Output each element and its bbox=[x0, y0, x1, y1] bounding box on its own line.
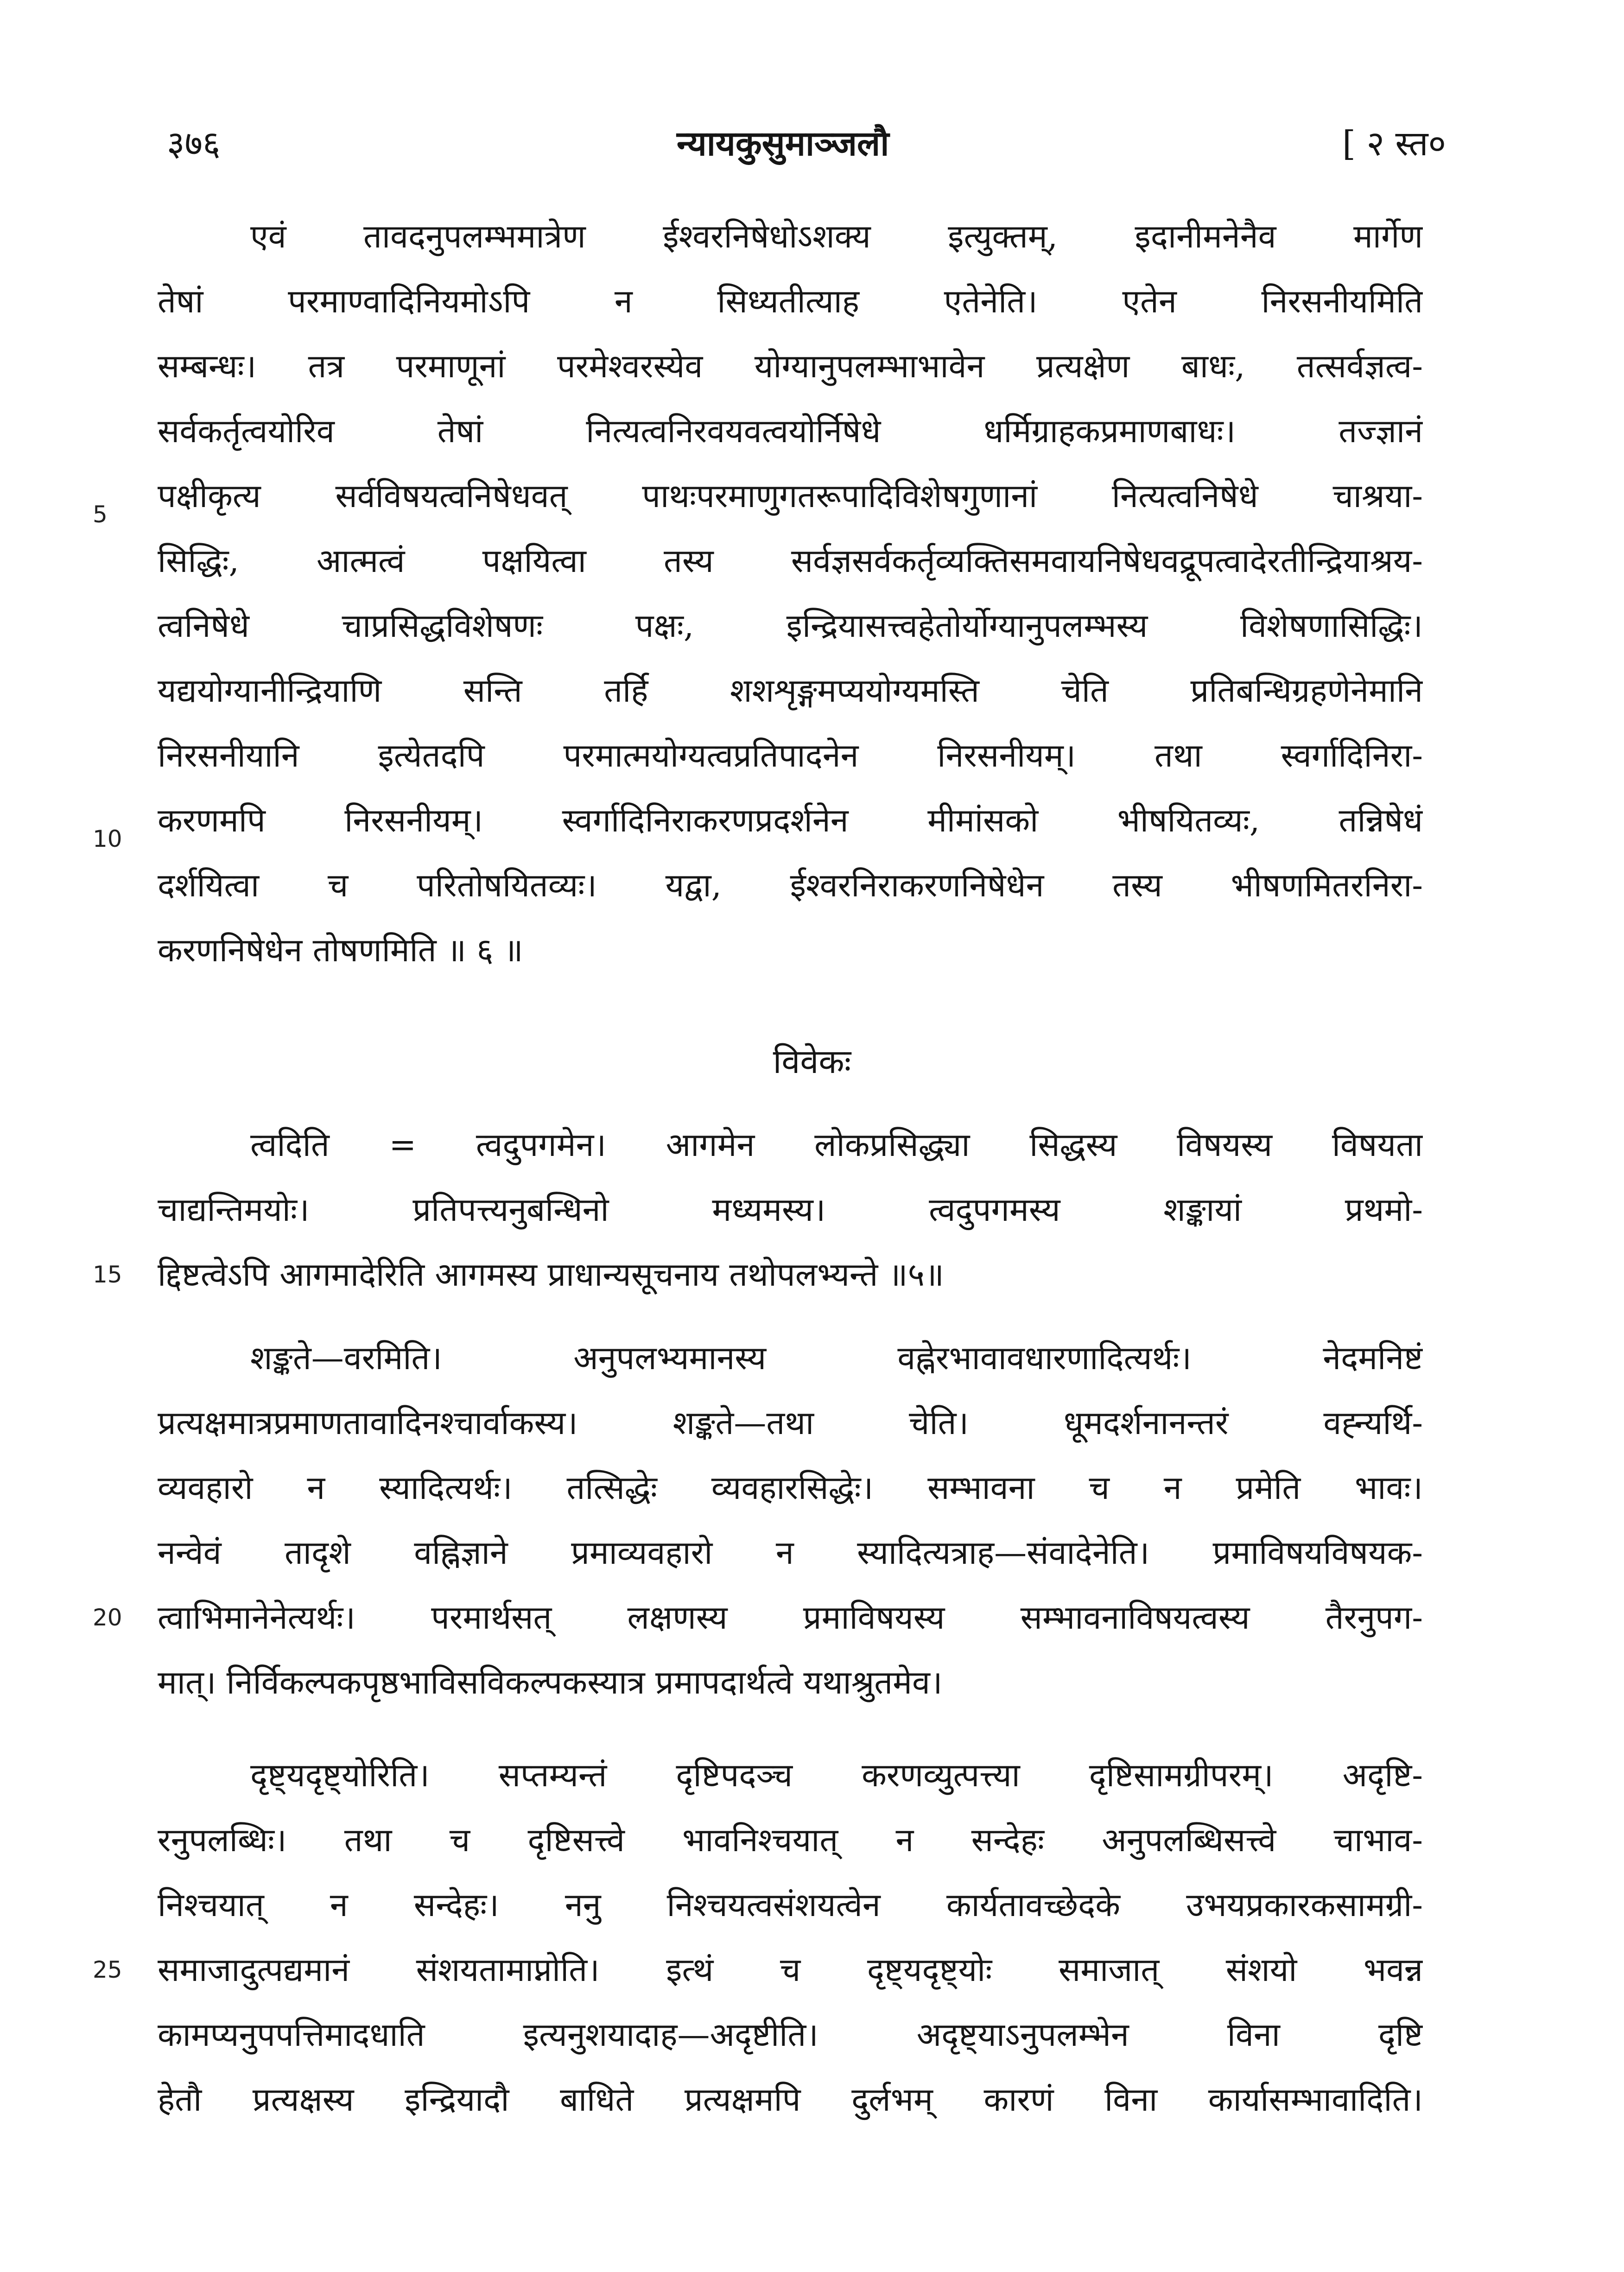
text-line: त्वदिति = त्वदुपगमेन। आगमेन लोकप्रसिद्ध्या सिद्धस्य विषयस्य विषयता bbox=[250, 1126, 1423, 1164]
text-line: शङ्कते—वरमिति। अनुपलभ्यमानस्य वह्नेरभावावधारणादित्यर्थः। नेदमनिष्टं bbox=[250, 1339, 1423, 1377]
page-header bbox=[167, 121, 1446, 176]
text-line: नन्वेवं तादृशे वह्निज्ञाने प्रमाव्यवहारो न स्यादित्यत्राह—संवादेनेति। प्रमाविषयविषयक- bbox=[158, 1534, 1423, 1572]
viveka-paragraph-3 bbox=[158, 1743, 1423, 2132]
text-line: द्दिष्टत्वेऽपि आगमादेरिति आगमस्य प्राधान्यसूचनाय तथोपलभ्यन्ते ॥५॥ bbox=[158, 1256, 944, 1294]
text-line: त्वनिषेधे चाप्रसिद्धविशेषणः पक्षः, इन्द्रियासत्त्वहेतोर्योग्यानुपलम्भस्य विशेषणासिद्धिः। bbox=[158, 607, 1423, 645]
text-line: कामप्यनुपपत्तिमादधाति इत्यनुशयादाह—अदृष्टीति। अदृष्ट्याऽनुपलम्भेन विना दृष्टि bbox=[158, 2016, 1423, 2054]
text-line: सर्वकर्तृत्वयोरिव तेषां नित्यत्वनिरवयवत्वयोर्निषेधे धर्मिग्राहकप्रमाणबाधः। तज्ज्ञानं bbox=[158, 412, 1423, 450]
text-line: मात्। निर्विकल्पकपृष्ठभाविसविकल्पकस्यात्र प्रमापदार्थत्वे यथाश्रुतमेव। bbox=[158, 1663, 943, 1701]
text-line: समाजादुत्पद्यमानं संशयतामाप्नोति। इत्थं च दृष्ट्यदृष्ट्योः समाजात् संशयो भवन्न bbox=[158, 1951, 1423, 1989]
line-number: 20 bbox=[93, 1604, 122, 1631]
text-line: त्वाभिमानेनेत्यर्थः। परमार्थसत् लक्षणस्य प्रमाविषयस्य सम्भावनाविषयत्वस्य तैरनुपग- bbox=[158, 1599, 1423, 1637]
text-line: व्यवहारो न स्यादित्यर्थः। तत्सिद्धेः व्यवहारसिद्धेः। सम्भावना च न प्रमेति भावः। bbox=[158, 1469, 1423, 1507]
text-line: हेतौ प्रत्यक्षस्य इन्द्रियादौ बाधिते प्रत्यक्षमपि दुर्लभम् कारणं विना कार्यासम्भावादिति। bbox=[158, 2081, 1423, 2119]
line-number: 5 bbox=[93, 501, 108, 528]
text-line: निश्चयात् न सन्देहः। ननु निश्चयत्वसंशयत्वेन कार्यतावच्छेदके उभयप्रकारकसामग्री- bbox=[158, 1886, 1423, 1924]
text-line: यद्ययोग्यानीन्द्रियाणि सन्ति तर्हि शशशृङ्गमप्ययोग्यमस्ति चेति प्रतिबन्धिग्रहणेनेमानि bbox=[158, 672, 1423, 710]
viveka-paragraph-2 bbox=[158, 1326, 1423, 1715]
text-line: तेषां परमाण्वादिनियमोऽपि न सिध्यतीत्याह एतेनेति। एतेन निरसनीयमिति bbox=[158, 282, 1423, 320]
text-line: सिद्धिः, आत्मत्वं पक्षयित्वा तस्य सर्वज्ञसर्वकर्तृव्यक्तिसमवायनिषेधवद्रूपत्वादेरतीन्द्रियाश्रय- bbox=[158, 542, 1423, 580]
text-line: दृष्ट्यदृष्ट्योरिति। सप्तम्यन्तं दृष्टिपदञ्च करणव्युत्पत्त्या दृष्टिसामग्रीपरम्। अदृष्टि- bbox=[250, 1756, 1423, 1794]
section-marker: [ २ स्त० bbox=[1342, 124, 1446, 164]
text-line: दर्शयित्वा च परितोषयितव्यः। यद्वा, ईश्वरनिराकरणनिषेधेन तस्य भीषणमितरनिरा- bbox=[158, 866, 1423, 904]
text-line: रनुपलब्धिः। तथा च दृष्टिसत्त्वे भावनिश्चयात् न सन्देहः अनुपलब्धिसत्त्वे चाभाव- bbox=[158, 1821, 1423, 1859]
text-line: करणनिषेधेन तोषणमिति ॥ ६ ॥ bbox=[158, 931, 523, 969]
text-line: सम्बन्धः। तत्र परमाणूनां परमेश्वरस्येव योग्यानुपलम्भाभावेन प्रत्यक्षेण बाधः, तत्सर्वज्ञत्व- bbox=[158, 347, 1423, 385]
text-line: चाद्यन्तिमयोः। प्रतिपत्त्यनुबन्धिनो मध्यमस्य। त्वदुपगमस्य शङ्कायां प्रथमो- bbox=[158, 1191, 1423, 1229]
commentary-paragraph-1 bbox=[158, 204, 1423, 983]
text-line: प्रत्यक्षमात्रप्रमाणतावादिनश्चार्वाकस्य। शङ्कते—तथा चेति। धूमदर्शनानन्तरं वह्न्यर्थि- bbox=[158, 1404, 1423, 1442]
line-number: 10 bbox=[93, 825, 122, 852]
page-number: ३७६ bbox=[167, 124, 221, 164]
line-number: 15 bbox=[93, 1261, 122, 1288]
text-line: एवं तावदनुपलम्भमात्रेण ईश्वरनिषेधोऽशक्य इत्युक्तम्, इदानीमनेनैव मार्गेण bbox=[250, 217, 1423, 255]
section-heading-viveka: विवेकः bbox=[773, 1042, 851, 1081]
viveka-paragraph-1 bbox=[158, 1112, 1423, 1307]
text-line: करणमपि निरसनीयम्। स्वर्गादिनिराकरणप्रदर्शनेन मीमांसको भीषयितव्यः, तन्निषेधं bbox=[158, 801, 1423, 839]
text-line: पक्षीकृत्य सर्वविषयत्वनिषेधवत् पाथःपरमाणुगतरूपादिविशेषगुणानां नित्यत्वनिषेधे चाश्रया- bbox=[158, 477, 1423, 515]
line-number: 25 bbox=[93, 1956, 122, 1983]
text-line: निरसनीयानि इत्येतदपि परमात्मयोग्यत्वप्रतिपादनेन निरसनीयम्। तथा स्वर्गादिनिरा- bbox=[158, 736, 1423, 774]
running-title: न्यायकुसुमाञ्जलौ bbox=[677, 124, 889, 164]
